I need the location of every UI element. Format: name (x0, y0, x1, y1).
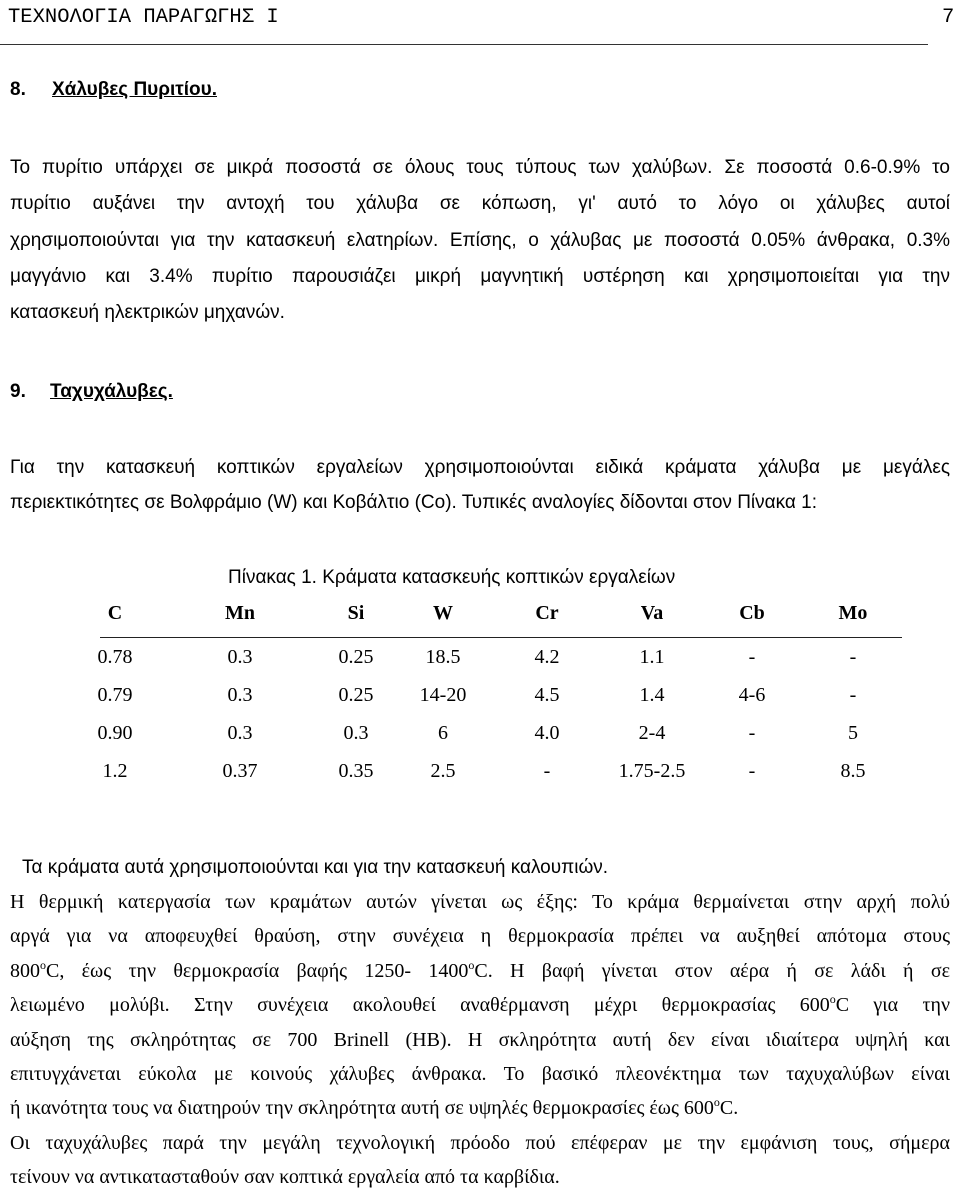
table-cell: 2.5 (430, 760, 456, 782)
table-cell: 4.2 (534, 646, 560, 668)
section-number: 9. (10, 381, 26, 402)
paragraph-line: επιτυγχάνεται εύκολα με κοινούς χάλυβες άνθρακα. Το βασικό πλεονέκτημα των ταχυχαλύβων είναι (10, 1062, 950, 1085)
table-cell: 1.2 (102, 760, 128, 782)
table-caption: Πίνακας 1. Κράματα κατασκευής κοπτικών εργαλείων (228, 567, 676, 588)
column-header: Si (347, 602, 365, 624)
table-cell: 0.90 (97, 722, 133, 744)
table-cell: 0.35 (338, 760, 374, 782)
table-cell: - (543, 760, 551, 782)
paragraph-line (10, 1091, 950, 1125)
running-header-title: ΤΕΧΝΟΛΟΓΙΑ ΠΑΡΑΓΩΓΗΣ I (8, 6, 279, 29)
table-cell: 0.25 (338, 646, 374, 668)
silicon-steel-paragraph (10, 150, 950, 331)
table-cell: 1.4 (639, 684, 665, 706)
table-cell: 0.3 (227, 722, 253, 744)
degree-superscript: o (713, 1095, 720, 1110)
table-cell: 0.25 (338, 684, 374, 706)
table-cell: 14-20 (419, 684, 467, 706)
table-cell: 2-4 (638, 722, 666, 744)
table-cell: 0.3 (227, 646, 253, 668)
table-row (65, 752, 960, 790)
column-header: W (433, 602, 453, 624)
table-cell: - (748, 646, 756, 668)
table-cell: - (849, 684, 857, 706)
table-cell: 6 (438, 722, 448, 744)
table-cell: 0.3 (227, 684, 253, 706)
table-cell: 18.5 (425, 646, 461, 668)
paragraph-line: τείνουν να αντικατασταθούν σαν κοπτικά εργαλεία από τα καρβίδια. (10, 1166, 560, 1189)
table-row (65, 714, 960, 752)
table-cell: 4.5 (534, 684, 560, 706)
paragraph-line: κατασκευή ηλεκτρικών μηχανών. (10, 302, 285, 324)
column-header: Va (640, 602, 664, 624)
table-cell: 0.78 (97, 646, 133, 668)
section-9-heading (0, 378, 600, 406)
degree-superscript: o (40, 957, 46, 972)
table-row (65, 676, 960, 714)
paragraph-line: αργά για να αποφευχθεί θραύση, στην συνέχεια η θερμοκρασία πρέπει να αυξηθεί απότομα στους (10, 925, 950, 948)
degree-superscript: o (829, 992, 836, 1007)
paragraph-line: Το πυρίτιο υπάρχει σε μικρά ποσοστά σε όλους τους τύπους των χαλύβων. Σε ποσοστά 0.6-0.9% το (10, 157, 950, 178)
section-title: Χάλυβες Πυριτίου. (52, 79, 217, 100)
heat-treatment-paragraph (10, 885, 950, 1195)
text-segment: C για την (835, 994, 950, 1017)
column-header: Cb (739, 602, 765, 624)
paragraph-line: μαγγάνιο και 3.4% πυρίτιο παρουσιάζει μικρή μαγνητική υστέρηση και χρησιμοποιείται για την (10, 265, 950, 287)
table-header-row (65, 599, 901, 627)
text-segment: λειωμένο μολύβι. Στην συνέχεια ακολουθεί αναθέρμανση μέχρι θερμοκρασίας 600 (10, 994, 830, 1017)
paragraph-line: περιεκτικότητες σε Βολφράμιο (W) και Κοβάλτιο (Co). Τυπικές αναλογίες δίδονται στον Πίνακα 1: (10, 492, 818, 513)
table-cell: 0.37 (222, 760, 258, 782)
text-segment: C, έως την θερμοκρασία βαφής 1250- 1400 (46, 959, 469, 982)
paragraph-line: Για την κατασκευή κοπτικών εργαλείων χρησιμοποιούνται ειδικά κράματα χάλυβα με μεγάλες (10, 457, 950, 478)
table-cell: 1.75-2.5 (618, 760, 686, 782)
header-rule (0, 44, 928, 45)
section-title: Ταχυχάλυβες. (50, 381, 173, 402)
text-segment: 800 (10, 959, 40, 982)
paragraph-line: πυρίτιο αυξάνει την αντοχή του χάλυβα σε κόπωση, γι' αυτό το λόγο οι χάλυβες αυτοί (10, 193, 950, 215)
text-segment: C. (719, 1097, 739, 1120)
section-number: 8. (10, 79, 26, 100)
table-cell: 1.1 (639, 646, 665, 668)
degree-superscript: o (468, 957, 475, 972)
column-header: C (107, 602, 123, 624)
table-cell: - (849, 646, 857, 668)
column-header: Cr (535, 602, 559, 624)
table-cell: 8.5 (840, 760, 866, 782)
paragraph-line: χρησιμοποιούνται για την κατασκευή ελατηρίων. Επίσης, ο χάλυβας με ποσοστά 0.05% άνθρακα, 0.3% (10, 229, 950, 251)
table-row (65, 638, 960, 676)
paragraph-line: αύξηση της σκληρότητας σε 700 Brinell (HB). Η σκληρότητα αυτή δεν είναι ιδιαίτερα υψηλή και (10, 1028, 950, 1051)
table-cell: - (748, 760, 756, 782)
table-cell: 0.79 (97, 684, 133, 706)
table-cell: 5 (848, 722, 858, 744)
column-header: Mo (838, 602, 868, 624)
table-cell: - (748, 722, 756, 744)
paragraph-line (10, 988, 950, 1022)
high-speed-steel-intro (10, 450, 950, 520)
text-segment: ή ικανότητα τους να διατηρούν την σκληρότητα αυτή σε υψηλές θερμοκρασίες έως 600 (10, 1097, 714, 1120)
paragraph-line: Η θερμική κατεργασία των κραμάτων αυτών γίνεται ως έξης: Το κράμα θερμαίνεται στην αρχή πολύ (10, 891, 950, 913)
section-8-heading (0, 76, 600, 104)
table-cell: 4.0 (534, 722, 560, 744)
column-header: Mn (225, 602, 255, 624)
paragraph-line: Οι ταχυχάλυβες παρά την μεγάλη τεχνολογική πρόοδο πού επέφεραν με την εμφάνιση τους, σήμερα (10, 1131, 950, 1154)
text-segment: C. Η βαφή γίνεται στον αέρα ή σε λάδι ή σε (474, 959, 950, 982)
table-cell: 4-6 (738, 684, 766, 706)
molds-note: Τα κράματα αυτά χρησιμοποιούνται και για την κατασκευή καλουπιών. (22, 857, 609, 878)
table-cell: 0.3 (343, 722, 369, 744)
paragraph-line (10, 954, 950, 988)
page-number: 7 (942, 6, 955, 29)
table-body (0, 638, 960, 790)
